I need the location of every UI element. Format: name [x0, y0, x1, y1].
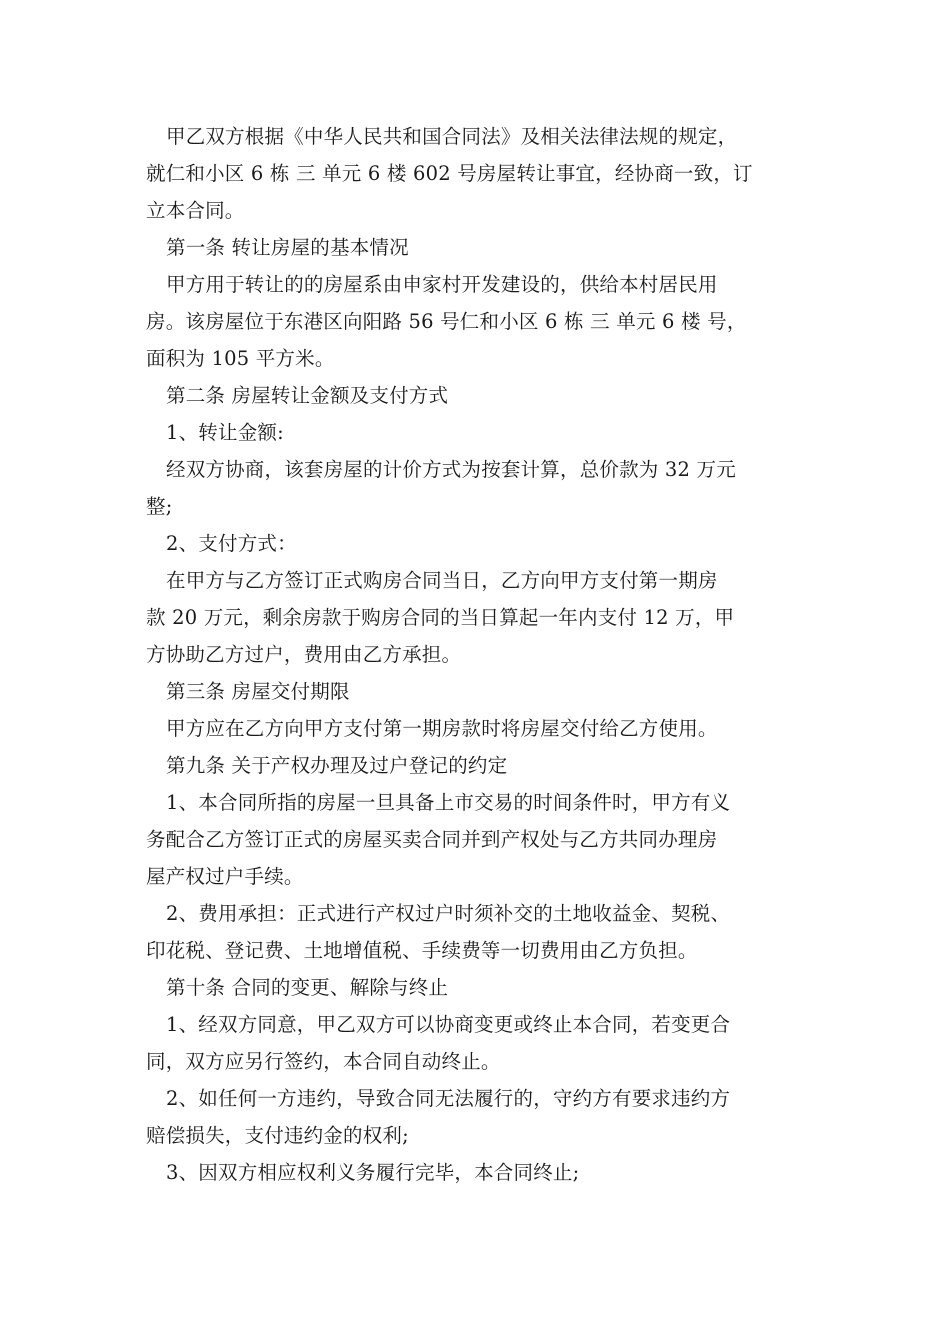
text-line: 甲方用于转让的的房屋系由申家村开发建设的，供给本村居民用 — [166, 273, 718, 296]
text-line: 屋产权过户手续。 — [146, 865, 304, 888]
text-line: 经双方协商，该套房屋的计价方式为按套计算，总价款为 32 万元 — [166, 458, 736, 481]
text-line: 整; — [146, 495, 173, 518]
text-line: 面积为 105 平方米。 — [146, 347, 335, 370]
text-line: 2、如任何一方违约，导致合同无法履行的，守约方有要求违约方 — [166, 1087, 731, 1110]
section-heading: 第九条 关于产权办理及过户登记的约定 — [166, 754, 508, 777]
text-line: 赔偿损失，支付违约金的权利; — [146, 1124, 409, 1147]
text-line: 1、经双方同意，甲乙双方可以协商变更或终止本合同，若变更合 — [166, 1013, 731, 1036]
text-line: 2、费用承担：正式进行产权过户时须补交的土地收益金、契税、 — [166, 902, 731, 925]
section-heading: 第十条 合同的变更、解除与终止 — [166, 976, 449, 999]
text-line: 务配合乙方签订正式的房屋买卖合同并到产权处与乙方共同办理房 — [146, 828, 718, 851]
sub-heading: 2、支付方式： — [166, 532, 297, 555]
sub-heading: 1、转让金额: — [166, 421, 284, 444]
text-line: 方协助乙方过户，费用由乙方承担。 — [146, 643, 462, 666]
text-line: 款 20 万元，剩余房款于购房合同的当日算起一年内支付 12 万，甲 — [146, 606, 735, 629]
text-line: 房。该房屋位于东港区向阳路 56 号仁和小区 6 栋 三 单元 6 楼 号， — [146, 310, 747, 333]
text-line: 就仁和小区 6 栋 三 单元 6 楼 602 号房屋转让事宜，经协商一致，订 — [146, 162, 753, 185]
section-heading: 第一条 转让房屋的基本情况 — [166, 236, 409, 259]
section-heading: 第二条 房屋转让金额及支付方式 — [166, 384, 449, 407]
text-line: 1、本合同所指的房屋一旦具备上市交易的时间条件时，甲方有义 — [166, 791, 731, 814]
text-line: 同，双方应另行签约，本合同自动终止。 — [146, 1050, 501, 1073]
contract-body — [146, 118, 814, 1191]
text-line: 甲乙双方根据《中华人民共和国合同法》及相关法律法规的规定， — [166, 125, 738, 148]
section-heading: 第三条 房屋交付期限 — [166, 680, 350, 703]
text-line: 3、因双方相应权利义务履行完毕，本合同终止; — [166, 1161, 580, 1184]
text-line: 立本合同。 — [146, 199, 245, 222]
text-line: 甲方应在乙方向甲方支付第一期房款时将房屋交付给乙方使用。 — [166, 717, 718, 740]
text-line: 在甲方与乙方签订正式购房合同当日，乙方向甲方支付第一期房 — [166, 569, 718, 592]
text-line: 印花税、登记费、土地增值税、手续费等一切费用由乙方负担。 — [146, 939, 698, 962]
